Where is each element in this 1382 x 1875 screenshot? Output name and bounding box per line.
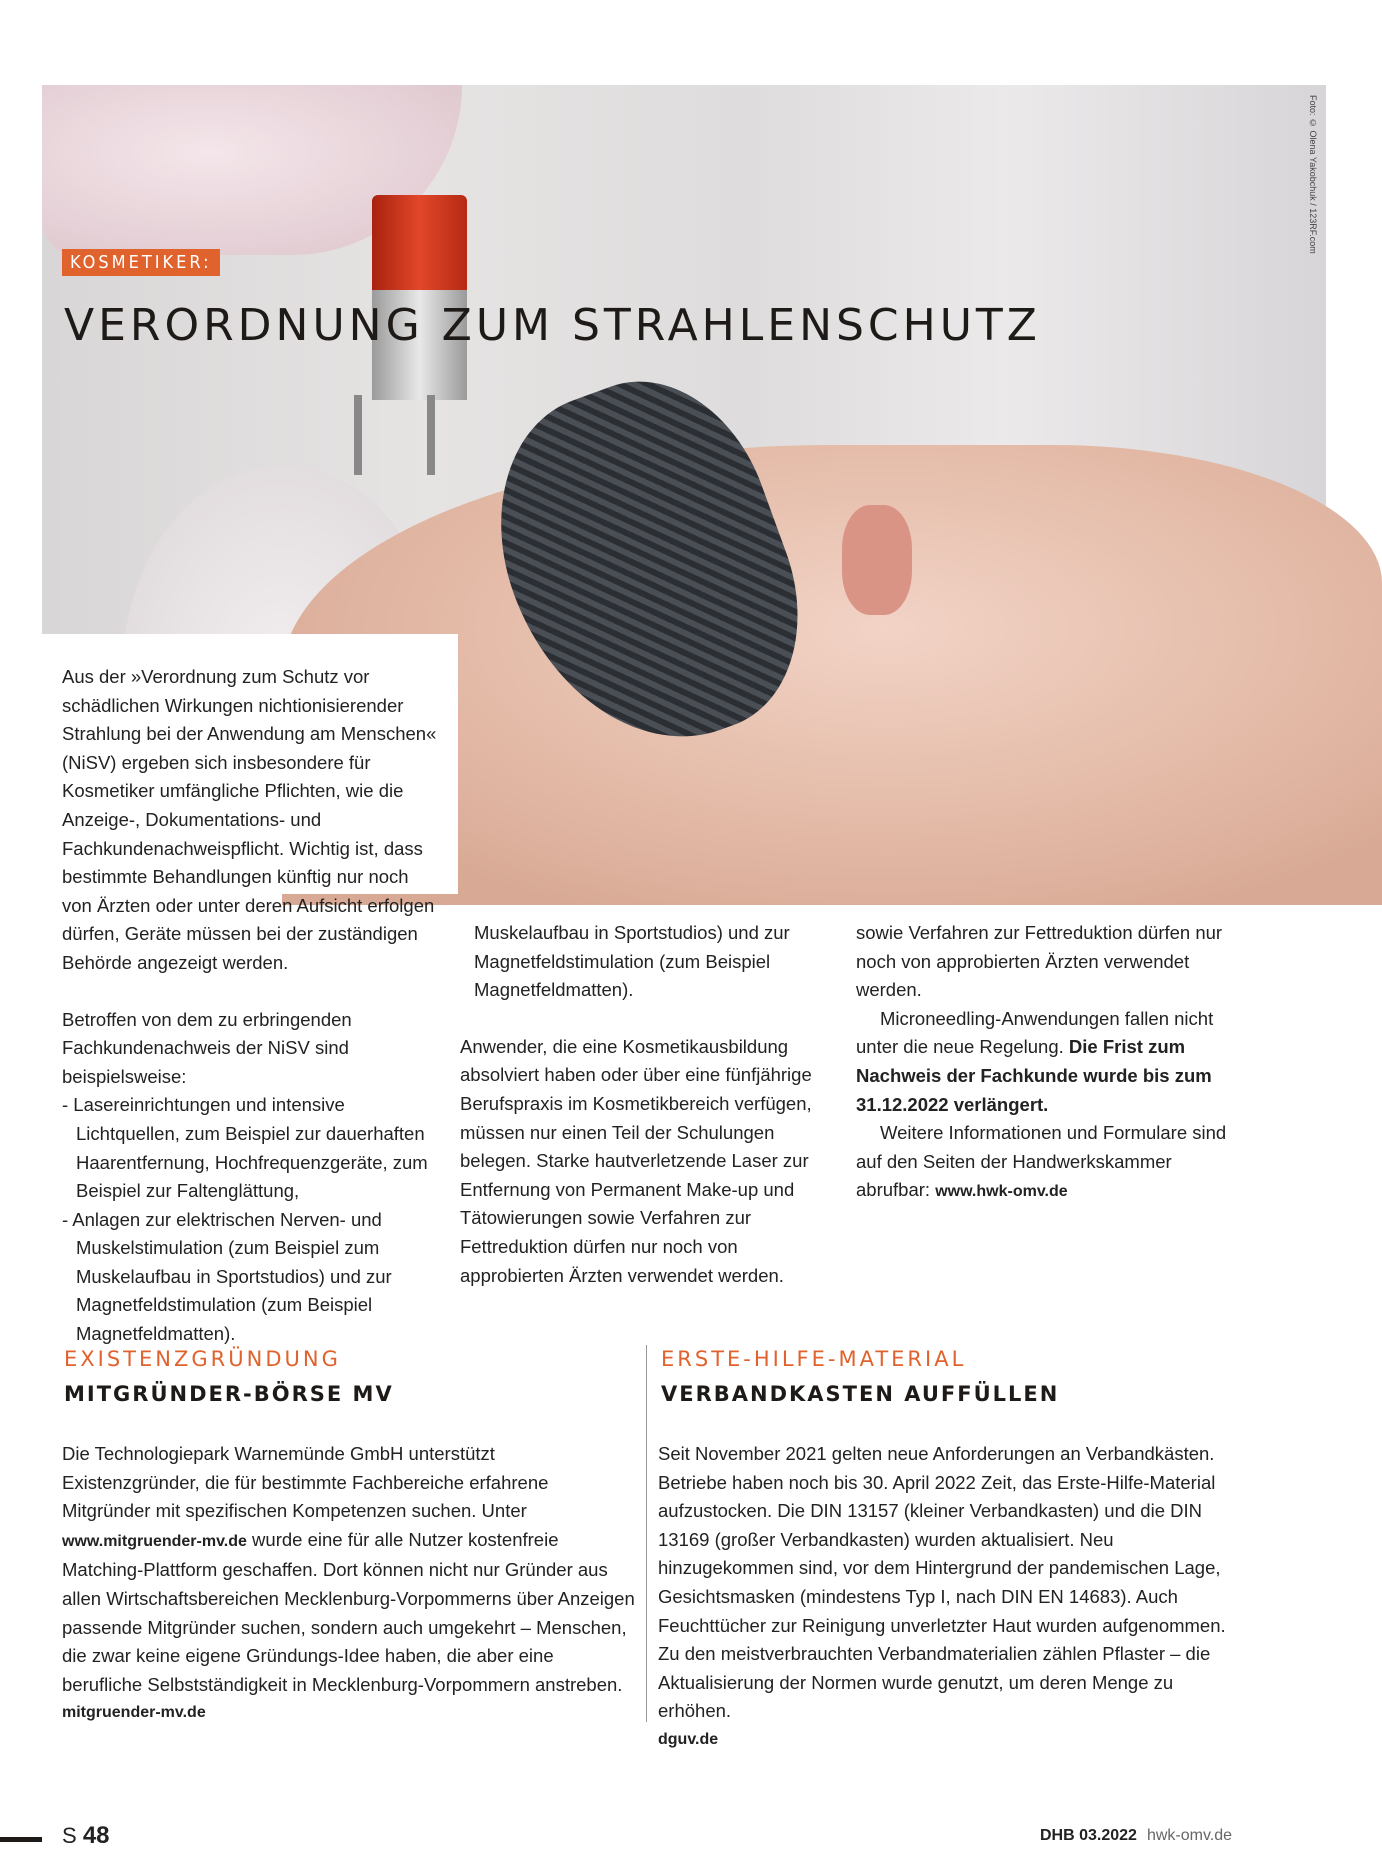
article-column-3 [856,919,1234,1207]
article-column-1 [62,663,440,1345]
paragraph: Anwender, die eine Kosmetikausbildung absolviert haben oder über eine fünfjährige Berufspraxis im Kosmetikbereich verfügen, müssen nur einen Teil der Schulungen belegen. Starke hautverletzende Laser zur Entfernung von Permanent Make-up und Tätowierungen sowie Verfahren zur Fettreduktion dürfen nur noch von approbierten Ärzten verwendet werden. [460,1035,812,1286]
source-link[interactable]: mitgruender-mv.de [62,1704,206,1722]
list-item: - Anlagen zur elektrischen Nerven- und Muskelstimulation (zum Beispiel zum Muskelaufbau in Sportstudios) und zur Magnetfeldstimulation (zum Beispiel Magnetfeldmatten). [62,1208,392,1345]
list-item-continued: Muskelaufbau in Sportstudios) und zur Magnetfeldstimulation (zum Beispiel Magnetfeldmatten). [474,922,790,1001]
paragraph: Betroffen von dem zu erbringenden Fachkundenachweis der NiSV sind beispielsweise: [62,1008,352,1087]
mitgruender-link[interactable]: www.mitgruender-mv.de [62,1532,247,1550]
hwk-link[interactable]: www.hwk-omv.de [935,1183,1068,1201]
paragraph: Die Technologiepark Warnemünde GmbH unterstützt Existenzgründer, die für bestimmte Fachbereiche erfahrene Mitgründer mit spezifischen Kompetenzen suchen. Unter www.mitgruender-mv.de wurde eine für alle Nutzer kostenfreie Matching-Plattform geschaffen. Dort können nicht nur Gründer aus allen Wirtschaftsbereichen Mecklenburg-Vorpommerns über Anzeigen passende Mitgründer suchen, sondern auch umgekehrt – Menschen, die zwar keine eigene Gründungs-Idee haben, die aber eine berufliche Selbstständigkeit in Mecklenburg-Vorpommern anstreben. [62,1443,635,1695]
section-right-body [658,1440,1233,1755]
footer-website[interactable]: hwk-omv.de [1146,1827,1232,1844]
photo-credit: Foto: © Olena Yakobchuk / 123RF.com [1308,95,1318,254]
device-prong [427,395,435,475]
section-right-title: VERBANDKASTEN AUFFÜLLEN [661,1382,1060,1406]
section-right-kicker: ERSTE-HILFE-MATERIAL [661,1347,967,1371]
paragraph: Seit November 2021 gelten neue Anforderungen an Verbandkästen. Betriebe haben noch bis 30. April 2022 Zeit, das Erste-Hilfe-Material aufzustocken. Die DIN 13157 (kleiner Verbandkasten) und die DIN 13169 (großer Verbandkasten) wurden aktualisiert. Neu hinzugekommen sind, vor dem Hintergrund der pandemischen Lage, Gesichtsmasken (mindestens Typ I, nach DIN EN 14683). Auch Feuchttücher zur Reinigung unverletzter Haut wurden aufgenommen. Zu den meistverbrauchten Verbandmaterialien zählen Pflaster – die Aktualisierung der Normen wurde genutzt, um deren Menge zu erhöhen. [658,1443,1226,1722]
device-handle [372,195,467,295]
section-left-body [62,1440,637,1728]
lips [842,505,912,615]
paragraph-continued: sowie Verfahren zur Fettreduktion dürfen nur noch von approbierten Ärzten verwendet werden. [856,922,1223,1001]
paragraph: Aus der »Verordnung zum Schutz vor schädlichen Wirkungen nichtionisierender Strahlung bei der Anwendung am Menschen« (NiSV) ergeben sich insbesondere für Kosmetiker umfängliche Pflichten, wie die Anzeige-, Dokumentations- und Fachkundenachweispflicht. Wichtig ist, dass bestimmte Behandlungen künftig nur noch von Ärzten oder unter deren Aufsicht erfolgen dürfen, Geräte müssen bei der zuständigen Behörde angezeigt werden. [62,666,437,973]
paragraph: Microneedling-Anwendungen fallen nicht unter die neue Regelung. Die Frist zum Nachweis der Fachkunde wurde bis zum 31.12.2022 verlängert. [856,1007,1214,1115]
source-link[interactable]: dguv.de [658,1730,719,1748]
section-left-kicker: EXISTENZGRÜNDUNG [64,1347,341,1371]
column-divider [646,1345,647,1722]
article-column-2 [460,919,838,1286]
article-title: VERORDNUNG ZUM STRAHLENSCHUTZ [64,300,1041,351]
footer-bar [0,1837,42,1842]
article-kicker: KOSMETIKER: [62,249,220,276]
device-prong [354,395,362,475]
list-item: - Lasereinrichtungen und intensive Lichtquellen, zum Beispiel zur dauerhaften Haarentfernung, Hochfrequenzgeräte, zum Beispiel zur Faltenglättung, [62,1094,428,1202]
footer-issue: DHB 03.2022 hwk-omv.de [1039,1827,1232,1844]
page-number: S 48 [62,1822,110,1849]
section-left-title: MITGRÜNDER-BÖRSE MV [64,1382,394,1406]
paragraph: Weitere Informationen und Formulare sind auf den Seiten der Handwerkskammer abrufbar: www.hwk-omv.de [856,1122,1227,1201]
